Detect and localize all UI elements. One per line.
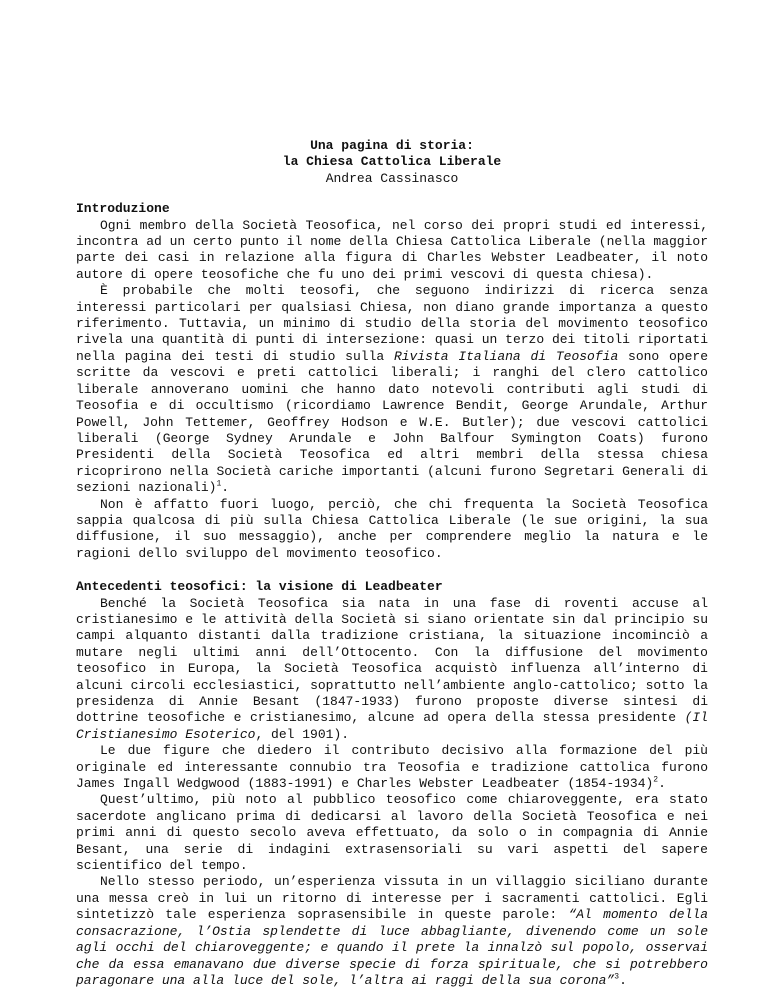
paragraph-text: . <box>658 776 666 792</box>
paragraph <box>76 596 708 744</box>
document-title-line-1: Una pagina di storia: <box>310 138 474 153</box>
paragraph-text: Non è affatto fuori luogo, perciò, che chi frequenta la Società Teosofica sappia qualcosa di più sulla Chiesa Cattolica Liberale (le sue origini, la sua diffusione, il suo messaggio), anche per comprendere meglio la natura e le ragioni dello sviluppo del movimento teosofico. <box>76 496 708 561</box>
paragraph <box>76 743 708 792</box>
paragraph-text: Le due figure che diedero il contributo decisivo alla formazione del più originale ed interessante connubio tra Teosofia e tradizione cattolica furono James Ingall Wedgwood (1883-1991) e Charles Webster Leadbeater (1854-1934) <box>76 743 708 792</box>
footnote-ref-2[interactable]: 2 <box>653 775 659 785</box>
paragraph-text: Ogni membro della Società Teosofica, nel corso dei propri studi ed interessi, incontra ad un certo punto il nome della Chiesa Cattolica Liberale (nella maggior parte dei casi in relazione alla figura di Charles Webster Leadbeater, il noto autore di opere teosofiche che fu uno dei primi vescovi di questa chiesa). <box>76 217 708 282</box>
section-antecedenti-teosofici <box>76 579 708 989</box>
paragraph-text: sono opere scritte da vescovi e preti cattolici liberali; i ranghi del clero cattolico liberale annoverano uomini che hanno dato notevoli contributi agli studi di Teosofia e di occultismo (ricordiamo Lawrence Bendit, George Arundale, Arthur Powell, John Tettemer, Geoffrey Hodson e W.E. Butler); due vescovi cattolici liberali (George Sydney Arundale e John Balfour Symington Coats) furono Presidenti della Società Teosofica ed altri membri della stessa chiesa ricoprirono nella Società cariche importanti (alcuni furono Segretari Generali di sezioni nazionali) <box>76 348 708 496</box>
footnote-ref-1[interactable]: 1 <box>216 479 222 489</box>
journal-title: Rivista Italiana di Teosofia <box>393 348 619 364</box>
paragraph-text: , del 1901). <box>255 726 350 742</box>
paragraph-text: . <box>619 972 627 988</box>
paragraph <box>76 874 708 989</box>
section-introduzione <box>76 201 708 562</box>
section-heading: Antecedenti teosofici: la visione di Leadbeater <box>76 579 443 595</box>
paragraph <box>76 792 708 874</box>
document-author: Andrea Cassinasco <box>325 170 459 186</box>
paragraph <box>76 218 708 284</box>
paragraph <box>76 283 708 496</box>
paragraph-text: È probabile che molti teosofi, che seguono indirizzi di ricerca senza interessi particolari per qualsiasi Chiesa, non diano grande importanza a questo riferimento. Tuttavia, un minimo di studio della storia del movimento teosofico rivela una quantità di punti di intersezione: quasi un terzo dei titoli riportati nella pagina dei testi di studio sulla <box>76 283 708 364</box>
footnote-ref-3[interactable]: 3 <box>614 972 620 982</box>
paragraph-text: Nello stesso periodo, un’esperienza vissuta in un villaggio siciliano durante una messa creò in lui un ritorno di interesse per i sacramenti cattolici. Egli sintetizzò tale esperienza soprasensibile in queste parole: <box>76 874 708 923</box>
book-title: (Il Cristianesimo Esoterico <box>76 710 708 742</box>
paragraph-text: Benché la Società Teosofica sia nata in una fase di roventi accuse al cristianesimo e le attività della Società si siano orientate sin dal principio su campi alquanto distanti dalla tradizione cristiana, la situazione incominciò a mutare negli ultimi anni dell’Ottocento. Con la diffusione del movimento teosofico in Europa, la Società Teosofica acquistò influenza all’interno di alcuni circoli ecclesiastici, soprattutto nell’ambiente anglo-cattolico; sotto la presidenza di Annie Besant (1847-1933) furono proposte diverse sintesi di dottrine teosofiche e cristianesimo, alcune ad opera della stessa presidente <box>76 595 708 726</box>
paragraph <box>76 497 708 563</box>
paragraph-text: . <box>221 480 230 496</box>
document-title-line-2: la Chiesa Cattolica Liberale <box>282 154 502 170</box>
paragraph-text: Quest’ultimo, più noto al pubblico teosofico come chiaroveggente, era stato sacerdote anglicano prima di dedicarsi al lavoro della Società Teosofica e nei primi anni di questo secolo aveva effettuato, da solo o in compagnia di Annie Besant, una serie di indagini extrasensoriali su vari aspetti del sapere scientifico del tempo. <box>76 792 708 874</box>
section-heading: Introduzione <box>76 201 170 217</box>
quotation: “Al momento della consacrazione, l’Ostia splendette di luce abbagliante, divenendo come un sole agli occhi del chiaroveggente; e quando il prete la innalzò sul popolo, osservai che da essa emanavano due diverse specie di forza spirituale, che si potrebbero paragonare una alla luce del sole, l’altra ai raggi della sua corona” <box>76 907 708 988</box>
